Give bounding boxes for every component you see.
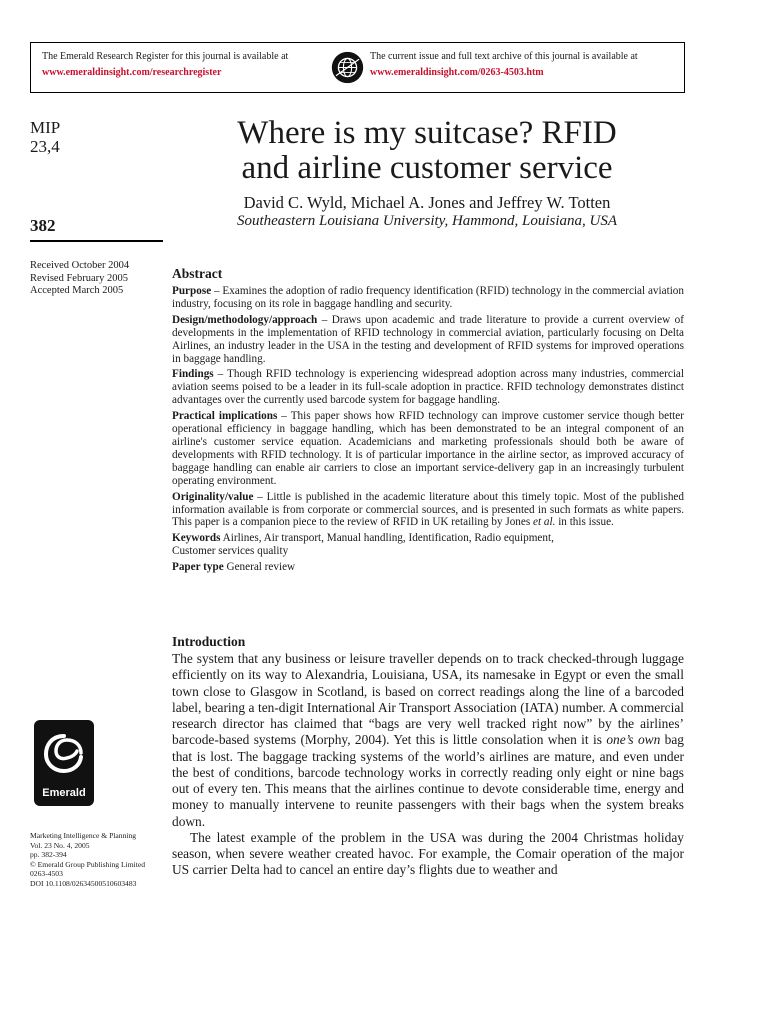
abstract-purpose: [172, 285, 684, 311]
pub-copyright: © Emerald Group Publishing Limited: [30, 859, 146, 869]
full-text-archive-text: The current issue and full text archive of this journal is available at: [370, 51, 638, 62]
journal-access-banner: [30, 42, 685, 93]
globe-icon: [331, 51, 364, 84]
originality-label: Originality/value: [172, 490, 254, 503]
abstract-originality: [172, 491, 684, 530]
purpose-text: – Examines the adoption of radio frequency identification (RFID) technology in the commercial aviation industry, focusing on its role in baggage handling and security.: [172, 285, 684, 310]
abstract-findings: [172, 368, 684, 407]
keywords-text: Airlines, Air transport, Manual handling, Identification, Radio equipment,: [220, 532, 554, 545]
paper-type-text: General review: [223, 561, 296, 574]
introduction-heading: Introduction: [172, 634, 246, 649]
abstract-keywords: [172, 532, 684, 558]
purpose-label: Purpose: [172, 285, 212, 297]
journal-citation: [30, 118, 60, 156]
intro-paragraph-2: The latest example of the problem in the USA was during the 2004 Christmas holiday season, when severe weather created havoc. For example, the Comair operation of the major US carrier Delta had to cancel an entire day’s flights due to weather and: [172, 829, 684, 878]
submission-dates: [30, 260, 129, 298]
originality-etal: et al.: [533, 516, 556, 529]
author-list: David C. Wyld, Michael A. Jones and Jeffrey W. Totten: [243, 193, 611, 212]
article-title: [172, 116, 682, 186]
design-text: – Draws upon academic and trade literature to provide a current overview of developments in the implementation of RFID technology in commercial aviation, particularly focusing on Delta Airlines, an industry leader in the USA in the testing and development of RFID systems for improved operations in baggage handling.: [172, 313, 684, 365]
intro-p1-emphasis: one’s own: [606, 732, 661, 748]
abstract-practical: [172, 410, 684, 487]
publication-info: [30, 831, 145, 888]
intro-p1-text-a: The system that any business or leisure traveller depends on to track checked-through luggage efficiently on its way to Alexandria, Louisiana, USA, its namesake in Egypt or even the small town close to Glasgow in Scotland, is based on correct readings along the line of a barcoded label, bearing a ten-digit International Air Transport Association (IATA) number. A commercial research director has claimed that “bags are very well tracked right now” by the airlines’ barcode-based systems (Morphy, 2004). Yet this is little consolation when it is: [172, 651, 684, 748]
emerald-wordmark: Emerald: [42, 787, 86, 799]
pub-issn: 0263-4503: [30, 869, 63, 878]
pub-doi: DOI 10.1108/02634500510603483: [30, 878, 137, 888]
revised-date: Revised February 2005: [30, 272, 128, 284]
accepted-date: Accepted March 2005: [30, 285, 124, 296]
author-affiliation: Southeastern Louisiana University, Hammond, Louisiana, USA: [236, 213, 617, 229]
practical-text: – This paper shows how RFID technology can improve customer service though better operational efficiency in baggage handling, which has been demonstrated to be an integral component of an airline's customer service equation. Academicians and marketing professionals should both be aware of developments with RFID technology. It is of particular importance in the airline sector, as improved accuracy of baggage handling can enable air carriers to close an important service-delivery gap in an increasingly turbulent operating environment.: [172, 410, 684, 487]
title-line-1: Where is my suitcase? RFID: [237, 115, 617, 151]
design-label: Design/methodology/approach: [172, 313, 318, 326]
intro-p1-text-b: bag that is lost. The baggage tracking systems of the world’s airlines are mature, and even under the best of conditions, barcode technology works in correctly reading only eight or nine bags out of every ten. This means that the airlines continue to devote considerable time, energy and money to manually intervene to reunite passengers with their bags when the system breaks down.: [172, 732, 685, 829]
paper-type-label: Paper type: [172, 561, 224, 574]
full-text-archive-link[interactable]: www.emeraldinsight.com/0263-4503.htm: [370, 67, 544, 78]
findings-text: – Though RFID technology is experiencing widespread adoption across many industries, commercial aviation seems poised to be a leader in its full-scale adoption in practice. RFID technology demonstrates distinct advantages over the currently used barcode system for baggage handling.: [172, 368, 684, 407]
volume-issue: 23,4: [30, 137, 60, 156]
sidebar-divider: [30, 240, 163, 242]
abstract-paper-type: [172, 561, 684, 574]
emerald-logo: [34, 720, 94, 806]
title-line-2: and airline customer service: [241, 150, 613, 186]
full-text-archive-notice: [370, 49, 638, 81]
pub-volume: Vol. 23 No. 4, 2005: [30, 840, 90, 850]
practical-label: Practical implications: [172, 410, 278, 423]
keywords-text-cont: Customer services quality: [172, 545, 289, 558]
abstract-body: [172, 285, 684, 577]
research-register-text: The Emerald Research Register for this journal is available at: [42, 51, 289, 62]
emerald-swirl-icon: [34, 723, 94, 785]
pub-journal: Marketing Intelligence & Planning: [30, 831, 137, 840]
received-date: Received October 2004: [30, 260, 130, 271]
keywords-label: Keywords: [172, 532, 221, 545]
journal-abbrev: MIP: [30, 118, 61, 137]
abstract-design: [172, 314, 684, 366]
abstract-heading: Abstract: [172, 266, 223, 281]
originality-text-a: – Little is published in the academic literature about this timely topic. Most of the published information available is from corporate or commercial sources, and is presented in such formats as white papers. This paper is a companion piece to the review of RFID in UK retailing by Jones: [172, 490, 684, 529]
research-register-notice: [42, 49, 288, 81]
pub-pages: pp. 382-394: [30, 850, 67, 859]
intro-paragraph-1: [172, 651, 684, 830]
introduction-body: [172, 651, 684, 879]
page-number: 382: [30, 216, 56, 235]
findings-label: Findings: [172, 368, 214, 381]
originality-text-b: in this issue.: [555, 516, 614, 529]
research-register-link[interactable]: www.emeraldinsight.com/researchregister: [42, 67, 222, 78]
